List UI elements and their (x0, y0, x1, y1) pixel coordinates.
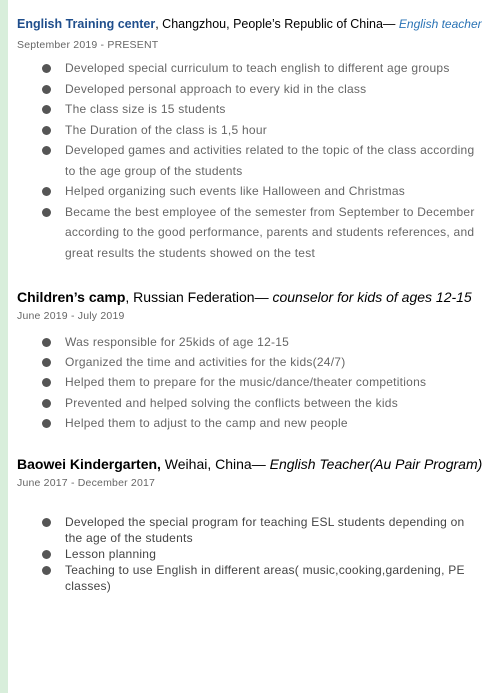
bullet-icon (42, 419, 51, 428)
list-item (17, 120, 485, 141)
job-dates: June 2019 - July 2019 (17, 310, 125, 322)
list-item (17, 352, 485, 372)
bullet-icon (42, 399, 51, 408)
job-entry-english-training-center (17, 0, 485, 263)
list-item (17, 332, 485, 352)
job-heading (17, 455, 485, 474)
bullet-icon (42, 518, 51, 527)
list-item (17, 58, 485, 79)
job-responsibilities (17, 514, 485, 594)
job-entry-childrens-camp (17, 288, 485, 433)
bullet-icon (42, 550, 51, 559)
list-item-text: Developed games and activities related to the topic of the class according to the age group of the students (65, 143, 475, 178)
bullet-icon (42, 187, 51, 196)
list-item (17, 202, 485, 264)
list-item (17, 514, 485, 546)
list-item-text: Helped them to prepare for the music/dance/theater competitions (65, 375, 427, 390)
bullet-icon (42, 378, 51, 387)
organization-name: Children’s camp (17, 289, 126, 305)
list-item-text: The Duration of the class is 1,5 hour (65, 122, 268, 137)
job-heading (17, 288, 485, 307)
list-item-text: Was responsible for 25kids of age 12-15 (65, 335, 290, 349)
bullet-icon (42, 105, 51, 114)
list-item (17, 562, 485, 594)
list-item (17, 393, 485, 413)
bullet-icon (42, 126, 51, 135)
list-item (17, 140, 485, 181)
list-item-text: Helped them to adjust to the camp and new people (65, 415, 348, 430)
list-item (17, 372, 485, 392)
list-item-text: Developed personal approach to every kid in the class (65, 81, 367, 96)
bullet-icon (42, 358, 51, 367)
job-responsibilities (17, 58, 485, 263)
job-role: counselor for kids of ages 12-15 (272, 289, 472, 305)
list-item (17, 181, 485, 202)
bullet-icon (42, 146, 51, 155)
organization-name: English Training center (17, 17, 156, 31)
list-item-text: Helped organizing such events like Halloween and Christmas (65, 184, 406, 198)
job-location: , Russian Federation— (125, 289, 273, 305)
list-item (17, 413, 485, 433)
job-dates: June 2017 - December 2017 (17, 477, 156, 490)
left-accent-bar (0, 0, 8, 693)
bullet-icon (42, 85, 51, 94)
list-item (17, 546, 485, 562)
bullet-icon (42, 566, 51, 575)
list-item (17, 79, 485, 100)
bullet-icon (42, 338, 51, 347)
job-role: English teacher (398, 17, 482, 31)
list-item-text: Developed the special program for teaching ESL students depending on the age of the students (65, 515, 465, 546)
bullet-icon (42, 64, 51, 73)
list-item-text: Lesson planning (65, 547, 157, 562)
resume-experience-section (17, 0, 485, 594)
bullet-icon (42, 208, 51, 217)
list-item-text: The class size is 15 students (65, 102, 226, 116)
list-item-text: Became the best employee of the semester from September to December according to the good performance, parents and students references, and great results the students showed on the test (65, 204, 475, 260)
list-item-text: Organized the time and activities for the kids(24/7) (65, 355, 346, 370)
job-location: , Changzhou, People’s Republic of China— (155, 17, 399, 31)
job-responsibilities (17, 332, 485, 433)
organization-name: Baowei Kindergarten, (17, 456, 161, 473)
list-item (17, 99, 485, 120)
list-item-text: Prevented and helped solving the conflicts between the kids (65, 395, 398, 410)
list-item-text: Developed special curriculum to teach english to different age groups (65, 61, 450, 75)
job-role: English Teacher(Au Pair Program) (269, 456, 483, 473)
job-dates: September 2019 - PRESENT (17, 39, 159, 51)
list-item-text: Teaching to use English in different areas( music,cooking,gardening, PE classes) (65, 563, 465, 594)
job-location: Weihai, China— (160, 456, 270, 473)
job-heading (17, 16, 485, 33)
job-entry-baowei-kindergarten (17, 455, 485, 594)
